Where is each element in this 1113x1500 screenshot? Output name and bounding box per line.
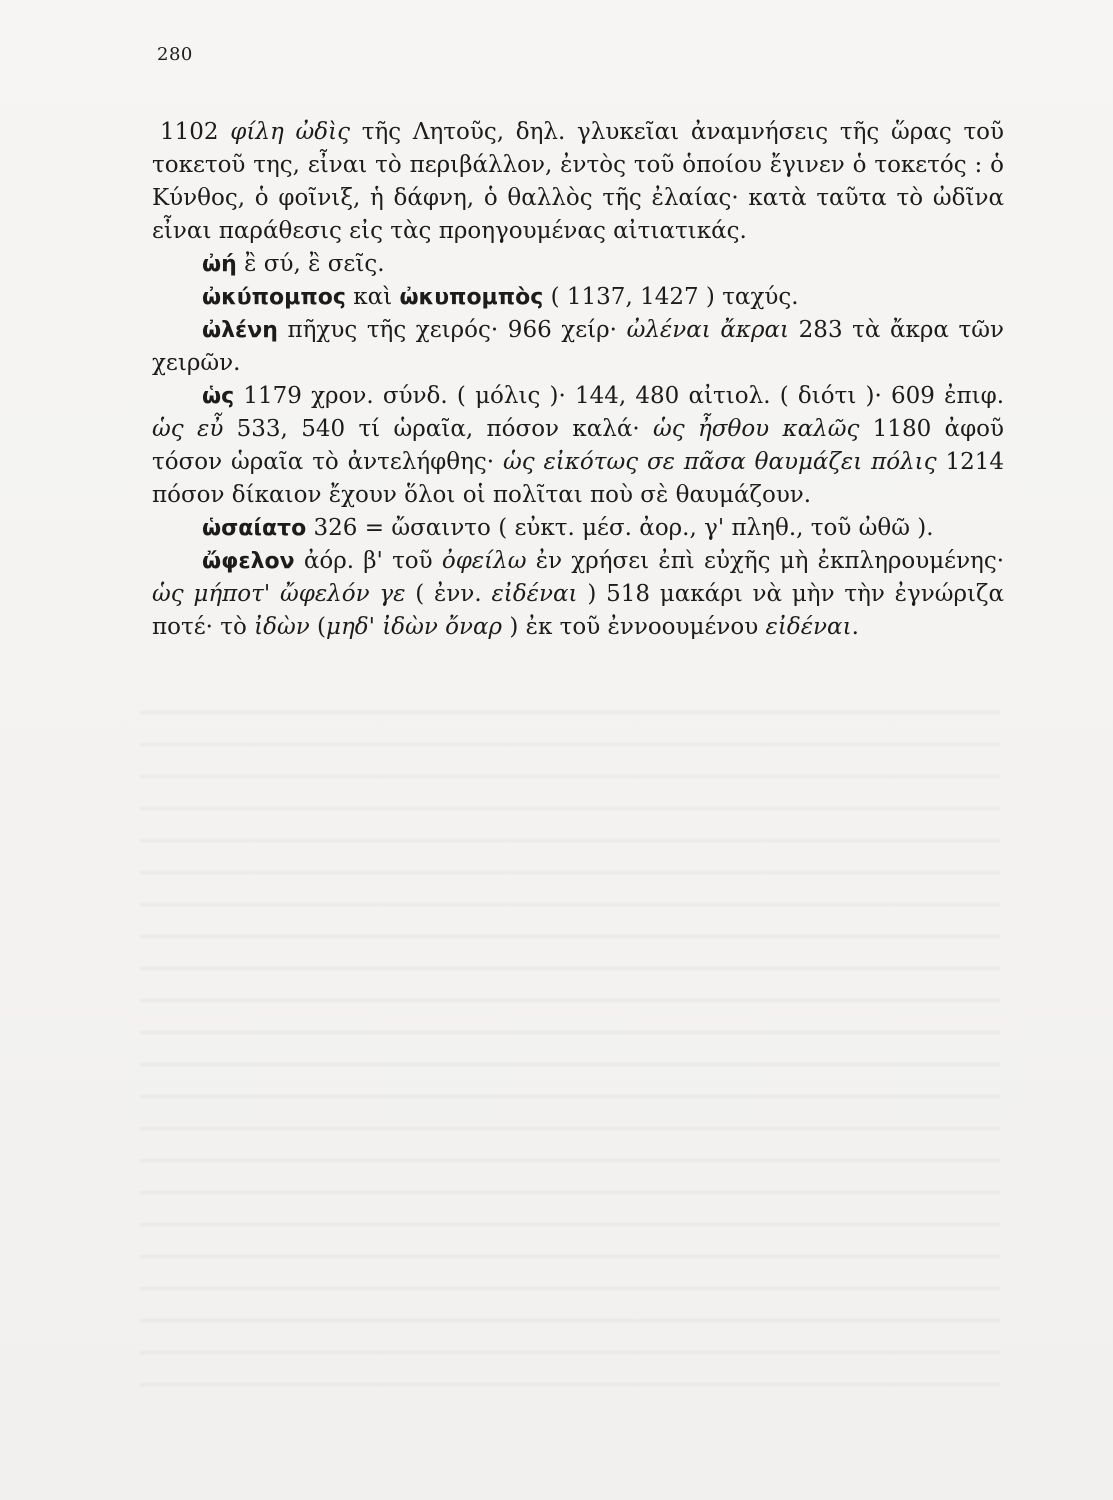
entry-text: ἒ σύ, ἒ σεῖς. [244, 251, 385, 277]
quoted-phrase: φίλη ὠδὶς [230, 119, 351, 145]
entry-ophelon [152, 545, 1004, 644]
quoted-phrase: μηδ' ἰδὼν ὄναρ [326, 614, 503, 640]
entry-text: πῆχυς τῆς χειρός· 966 χείρ· [287, 317, 617, 343]
page-number: 280 [157, 44, 193, 65]
quoted-phrase: ὡς εὖ [152, 416, 224, 442]
entry-text: . [851, 614, 859, 640]
quoted-phrase: ὡς εἰκότως σε πᾶσα θαυμάζει πόλις [502, 449, 937, 475]
headword-variant: ὠκυπομπὸς [399, 285, 544, 310]
headword: ὠή [202, 252, 237, 277]
glossary-text [152, 116, 1004, 644]
entry-hosaiato [152, 512, 1004, 545]
entry-text: 533, 540 τί ὡραῖα, πόσον καλά· [236, 416, 640, 442]
headword: ὠλένη [202, 318, 278, 343]
entry-okypompos [152, 281, 1004, 314]
entry-text: 1179 χρον. σύνδ. ( μόλις )· 144, 480 αἰτιολ. ( διότι )· 609 ἐπιφ. [243, 383, 1005, 409]
entry-hos [152, 380, 1004, 512]
entry-text: 1180 ἀφοῦ τόσον ὡραῖα τὸ ἀντελήφθης· [152, 416, 1005, 475]
entry-oe [152, 248, 1004, 281]
entry-text: τῆς Λητοῦς, δηλ. γλυκεῖαι ἀναμνήσεις τῆς ὥρας τοῦ τοκετοῦ της, εἶναι τὸ περιβάλλον, ἐντὸς τοῦ ὁποίου ἔγινεν ὁ τοκετός : ὁ Κύνθος, ὁ φοῖνιξ, ἡ δάφνη, ὁ θαλλὸς τῆς ἐλαίας· κατὰ ταῦτα τὸ ὠδῖνα εἶναι παράθεσις εἰς τὰς προηγουμένας αἰτιατικάς. [152, 119, 1005, 244]
headword: ὡσαίατο [202, 516, 307, 541]
entry-text: ) 518 μακάρι νὰ μὴν τὴν ἐγνώριζα ποτέ· τὸ [152, 581, 1004, 640]
entry-olene [152, 314, 1004, 380]
entry-phili-odis [152, 116, 1004, 248]
entry-text: 1214 πόσον δίκαιον ἔχουν ὅλοι οἱ πολῖται ποὺ σὲ θαυμάζουν. [152, 449, 1005, 508]
headword: ὠκύπομπος [202, 285, 346, 310]
headword: ὤφελον [202, 549, 295, 574]
quoted-phrase: εἰδέναι [491, 581, 578, 607]
line-number: 1102 [160, 119, 219, 145]
quoted-phrase: ὠλέναι ἄκραι [626, 317, 790, 343]
quoted-phrase: ὡς ἦσθου καλῶς [653, 416, 860, 442]
entry-text: ) ἐκ τοῦ ἐννοουμένου [509, 614, 759, 640]
quoted-phrase: ὡς μήποτ' ὤφελόν γε [152, 581, 406, 607]
entry-text: ( ἐνν. [415, 581, 482, 607]
quoted-phrase: ὀφείλω [441, 548, 527, 574]
connector-text: καὶ [353, 284, 393, 310]
headword: ὡς [202, 384, 235, 409]
entry-text: ἀόρ. β' τοῦ [303, 548, 433, 574]
entry-text: 326 = ὤσαιντο ( εὐκτ. μέσ. ἀορ., γ' πληθ., τοῦ ὠθῶ ). [313, 515, 934, 541]
entry-text: ( [317, 614, 327, 640]
entry-text: ἐν χρήσει ἐπὶ εὐχῆς μὴ ἐκπληρουμένης· [535, 548, 1005, 574]
entry-text: ( 1137, 1427 ) ταχύς. [550, 284, 799, 310]
entry-text: 283 τὰ ἄκρα τῶν χειρῶν. [152, 317, 1005, 376]
quoted-phrase: εἰδέναι [765, 614, 852, 640]
bleed-through-texture [140, 690, 1000, 1390]
quoted-phrase: ἰδὼν [254, 614, 310, 640]
